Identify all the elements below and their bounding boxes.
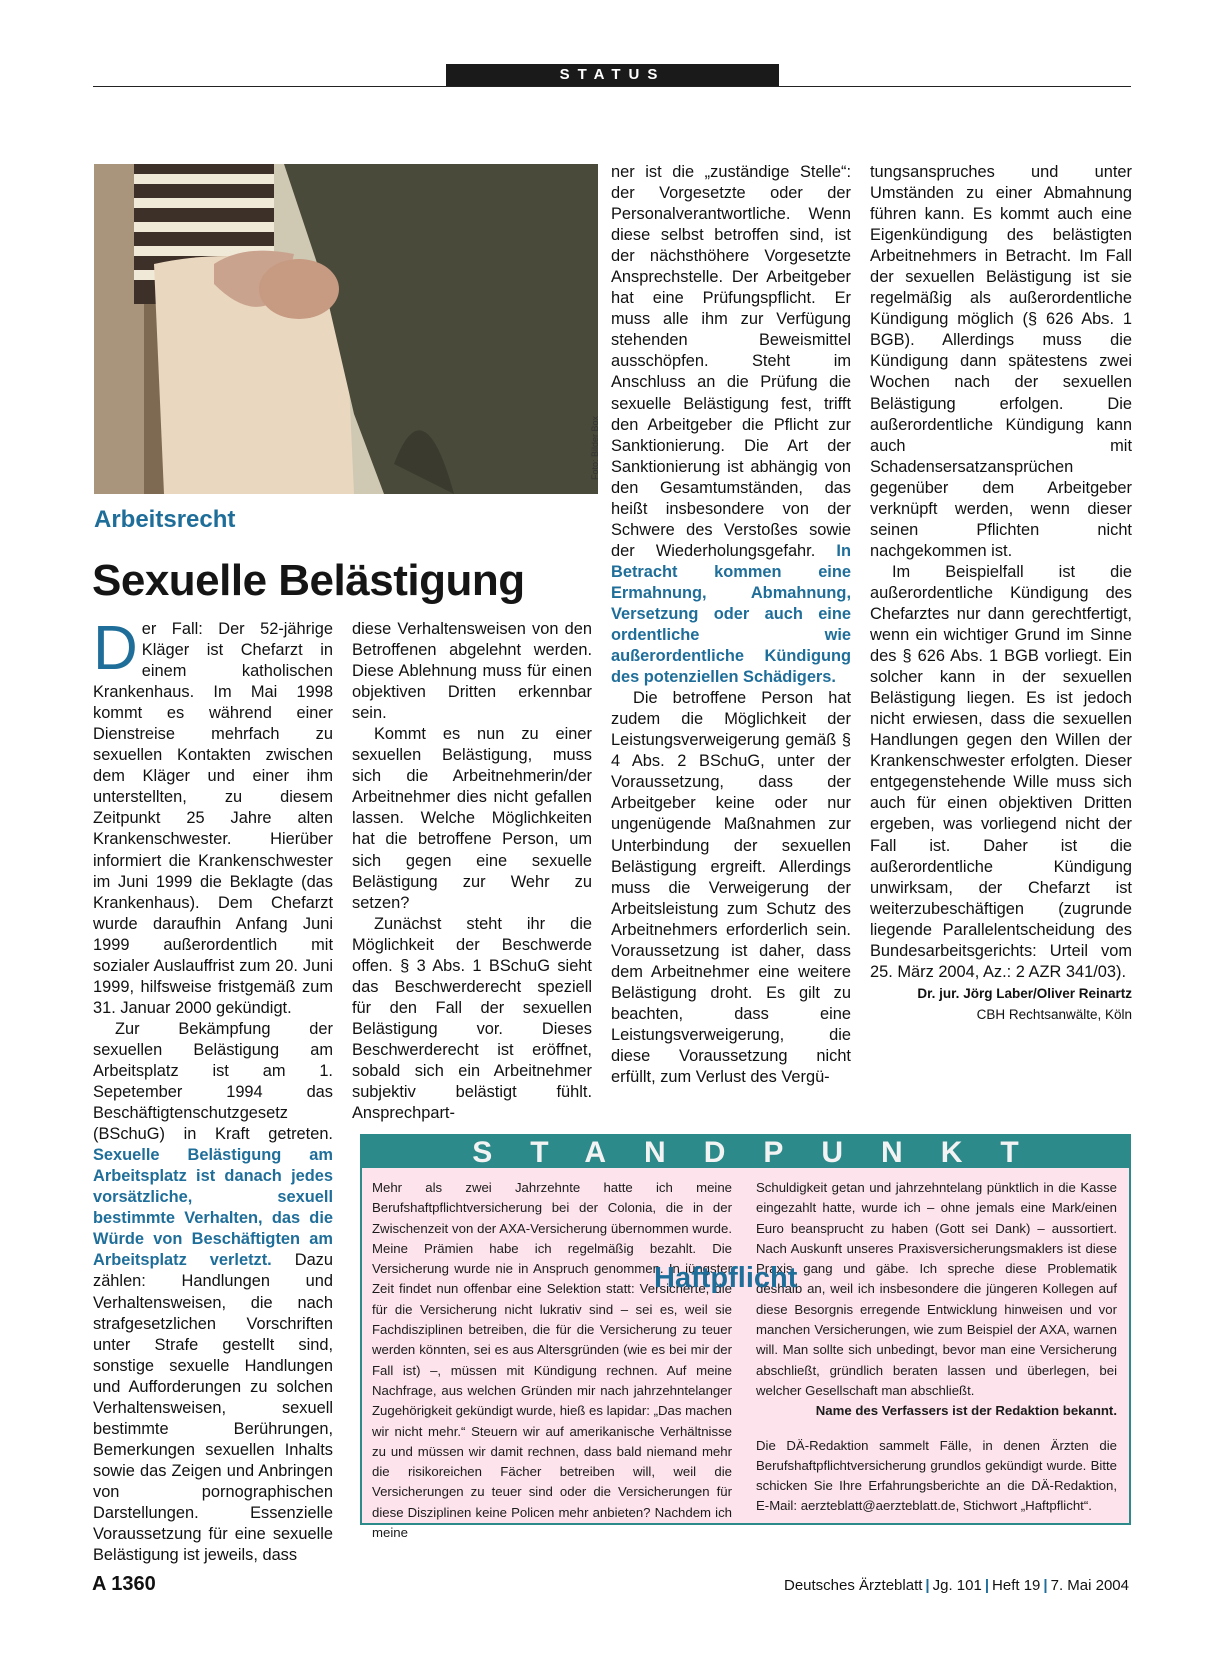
highlight-text: Sexuelle Belästigung am Arbeitsplatz ist danach jedes vorsätzliche, sexuell bestimmte Verhalten, das die Würde von Beschäftigten am Arbeitsplatz verletzt. (93, 1146, 333, 1270)
standpunkt-signature: Name des Verfassers ist der Redaktion bekannt. (815, 1403, 1117, 1419)
article-column-1 (93, 614, 333, 1566)
standpunkt-title: Haftpflicht (654, 1262, 798, 1294)
paragraph: Mehr als zwei Jahrzehnte hatte ich meine Berufshaftpflichtversicherung bei der Colonia, die in der Zwischenzeit von der AXA-Versicherung übernommen wurde. Meine Prämien habe ich regelmäßig bezahlt. Die Versicherung wurde nie in Anspruch genommen. In jüngster Zeit findet nun offenbar eine Selektion statt: Versicherte, die für die Versicherung nicht lukrativ sind – sei es, weil sie Fachdisziplinen betreiben, die für die Versicherung zu teuer werden könnten, sei es aus Altersgründen (wie es bei mir der Fall ist) –, müssen mit Kündigung rechnen. Auf meine Nachfrage, aus welchen Gründen mir nach jahrzehntelanger Zugehörigkeit gekündigt wurde, hieß es lapidar: „Das machen wir nicht mehr.“ Steuern wir auf amerikanische Verhältnisse zu und müssen wir damit rechnen, dass bald niemand mehr die risikoreichen Fächer betreiben will, weil die Versicherungen zu teuer sind oder die Versicherungen für diese Disziplinen keine Policen mehr anbieten? Nachdem ich meine (372, 1180, 732, 1541)
article-photo (94, 164, 598, 494)
paragraph: Dazu zählen: Handlungen und Verhaltensweisen, die nach strafgesetzlichen Vorschriften unter Strafe gestellt sind, sonstige sexuelle Handlungen und Aufforderungen zu solchen Verhaltensweisen, sexuell bestimmte Berührungen, Bemerkungen sexuellen Inhalts sowie das Zeigen und Anbringen von pornographischen Darstellungen. Essenzielle Voraussetzung für eine sexuelle Belästigung ist jeweils, dass (93, 1251, 333, 1565)
journal-date: 7. Mai 2004 (1050, 1577, 1129, 1594)
journal-issue: Heft 19 (992, 1577, 1041, 1594)
article-title: Sexuelle Belästigung (92, 556, 525, 605)
header-rule (93, 86, 1131, 87)
journal-volume: Jg. 101 (932, 1577, 982, 1594)
paragraph: Schuldigkeit getan und jahrzehntelang pünktlich in die Kasse eingezahlt hatte, wurde ich – ohne jemals eine Mark/einen Euro beansprucht zu haben (Gott sei Dank) – aussortiert. Nach Auskunft unseres Praxisversicherungsmaklers ist diese Praxis gang und gäbe. Ich spreche diese Problematik deshalb an, weil ich insbesondere die jüngeren Kollegen auf diese Besorgnis erregende Entwicklung hinweisen und vor manchen Versicherungen, wie zum Beispiel der AXA, warnen will. Man sollte sich unbedingt, bevor man eine Versicherung abschließt, gründlich beraten lassen und überlegen, bei welcher Gesellschaft man abschließt. (756, 1180, 1117, 1398)
article-column-4 (870, 162, 1132, 1025)
highlight-text: In Betracht kommen eine Ermahnung, Abmahnung, Versetzung oder auch eine ordentliche wie außerordentliche Kündigung des potenziellen Schädigers. (611, 541, 851, 687)
article-column-3 (611, 162, 851, 1088)
paragraph: er Fall: Der 52-jährige Kläger ist Chefarzt in einem katholischen Krankenhaus. Im Mai 1998 kommt es während einer Dienstreise mehrfach zu sexuellen Kontakten zwischen dem Kläger und einer ihm unterstellten, zu diesem Zeitpunkt 25 Jahre alten Krankenschwester. Hierüber informiert die Krankenschwester im Juni 1999 die Beklagte (das Krankenhaus). Dem Chefarzt wurde daraufhin Anfang Juni 1999 außerordentlich mit sozialer Auslauffrist zum 20. Juni 1999, hilfsweise fristgemäß zum 31. Januar 2000 gekündigt. (93, 620, 333, 1017)
paragraph: Zur Bekämpfung der sexuellen Belästigung am Arbeitsplatz ist am 1. Sepetember 1994 das Beschäftigtenschutzgesetz (BSchuG) in Kraft getreten. (93, 1019, 333, 1144)
author-firm: CBH Rechtsanwälte, Köln (976, 1006, 1132, 1022)
page-number: A 1360 (92, 1573, 156, 1595)
standpunkt-column-left (372, 1178, 732, 1543)
paragraph: Kommt es nun zu einer sexuellen Belästigung, muss sich die Arbeitnehmerin/der Arbeitnehmer dies nicht gefallen lassen. Welche Möglichkeiten hat die betroffene Person, um sich gegen eine sexuelle Belästigung zur Wehr zu setzen? (352, 725, 592, 912)
standpunkt-header: STANDPUNKT (362, 1136, 1129, 1168)
author-name: Dr. jur. Jörg Laber/Oliver Reinartz (917, 985, 1132, 1001)
journal-name: Deutsches Ärzteblatt (784, 1577, 923, 1594)
paragraph: tungsanspruches und unter Umständen zu einer Abmahnung führen kann. Es kommt auch eine Eigenkündigung des belästigten Arbeitnehmers in Betracht. Im Fall der sexuellen Belästigung ist sie regelmäßig als außerordentliche Kündigung möglich (§ 626 Abs. 1 BGB). Allerdings muss die Kündigung dann spätestens zwei Wochen nach der sexuellen Belästigung erfolgen. Die außerordentliche Kündigung kann auch mit Schadensersatzansprüchen gegenüber dem Arbeitgeber verknüpft werden, wenn dieser seinen Pflichten nicht nachgekommen ist. (870, 163, 1132, 560)
standpunkt-column-right (756, 1178, 1117, 1517)
paragraph: diese Verhaltensweisen von den Betroffenen abgelehnt werden. Diese Ablehnung muss für einen objektiven Dritten erkennbar sein. (352, 620, 592, 723)
article-column-2 (352, 619, 592, 1124)
footer-citation: Deutsches Ärzteblatt | Jg. 101 | Heft 19 | 7. Mai 2004 (784, 1577, 1129, 1594)
article-kicker: Arbeitsrecht (94, 506, 236, 533)
paragraph: Im Beispielfall ist die außerordentliche Kündigung des Chefarztes nur dann gerechtfertigt, wenn ein wichtiger Grund im Sinne des § 626 Abs. 1 BGB vorliegt. Ein solcher kann in der sexuellen Belästigung liegen. Es ist jedoch nicht erwiesen, dass die sexuellen Handlungen gegen den Willen der Krankenschwester erfolgten. Dieser entgegenstehende Wille muss sich auch für einen objektiven Dritten ergeben, was vorliegend nicht der Fall ist. Daher ist die außerordentliche Kündigung unwirksam, der Chefarzt ist weiterzubeschäftigen (zugrunde liegende Parallelentscheidung des Bundesarbeitsgerichts: Urteil vom 25. März 2004, Az.: 2 AZR 341/03). (870, 562, 1132, 981)
photo-credit: Foto: Bilder Box (590, 415, 600, 480)
paragraph: ner ist die „zuständige Stelle“: der Vorgesetzte oder der Personalverantwortliche. Wenn diese selbst betroffen sind, ist der nächsthöhere Vorgesetzte Ansprechstelle. Der Arbeitgeber hat eine Prüfungspflicht. Er muss alle ihm zur Verfügung stehenden Beweismittel ausschöpfen. Steht im Anschluss an die Prüfung die sexuelle Belästigung fest, trifft den Arbeitgeber die Pflicht zur Sanktionierung. Die Art der Sanktionierung ist abhängig von den Gesamtumständen, das heißt insbesondere von der Schwere des Verstoßes sowie der Wiederholungsgefahr. (611, 163, 851, 560)
paragraph: Zunächst steht ihr die Möglichkeit der Beschwerde offen. § 3 Abs. 1 BSchuG sieht das Beschwerderecht speziell für den Fall der sexuellen Belästigung vor. Dieses Beschwerderecht ist eröffnet, sobald sich ein Arbeitnehmer subjektiv belästigt fühlt. Ansprechpart- (352, 914, 592, 1123)
drop-cap: D (93, 614, 138, 683)
section-label: STATUS (446, 64, 779, 86)
paragraph: Die betroffene Person hat zudem die Möglichkeit der Leistungsverweigerung gemäß § 4 Abs. 2 BSchuG, unter der Voraussetzung, dass der Arbeitgeber keine oder nur ungenügende Maßnahmen zur Unterbindung der sexuellen Belästigung ergreift. Allerdings muss die Verweigerung der Arbeitsleistung zum Schutz des Arbeitnehmers erforderlich sein. Voraussetzung ist daher, dass dem Arbeitnehmer eine weitere Belästigung droht. Es gilt zu beachten, dass eine Leistungsverweigerung, die diese Voraussetzung nicht erfüllt, zum Verlust des Vergü- (611, 689, 851, 1087)
standpunkt-note: Die DÄ-Redaktion sammelt Fälle, in denen Ärzten die Berufshaftpflichtversicherung grundlos gekündigt wurde. Bitte schicken Sie Ihre Erfahrungsberichte an die DÄ-Redaktion, E-Mail: aerzteblatt@aerzteblatt.de, Stichwort „Haftpflicht“. (756, 1437, 1117, 1514)
